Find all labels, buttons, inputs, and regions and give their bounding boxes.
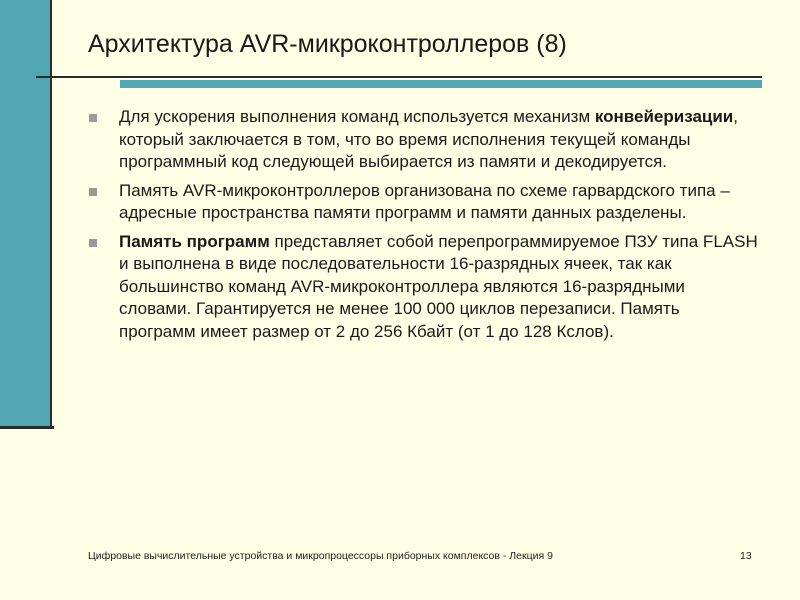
- bullet-item-1: [88, 106, 760, 174]
- square-bullet-icon: [89, 188, 97, 196]
- bullet-item-3: [88, 231, 760, 344]
- left-accent-bar-underline: [0, 426, 54, 429]
- bullet-item-2: [88, 180, 760, 225]
- title-rule-dark: [36, 76, 762, 78]
- bullet-text: Для ускорения выполнения команд используется механизм конвейеризации, который заключается в том, что во время исполнения текущей команды программный код следующей выбирается из памяти и декодируется.: [119, 107, 738, 171]
- square-bullet-icon: [89, 114, 97, 122]
- title-rule-teal: [120, 80, 762, 88]
- slide-footer: Цифровые вычислительные устройства и микропроцессоры приборных комплексов - Лекция 9: [88, 550, 553, 562]
- bullet-text: Память программ представляет собой перепрограммируемое ПЗУ типа FLASH и выполнена в виде последовательности 16-разрядных ячеек, так как большинство команд AVR-микроконтроллера являются 16-разрядными словами. Гарантируется не менее 100 000 циклов перезаписи. Память программ имеет размер от 2 до 256 Кбайт (от 1 до 128 Кслов).: [119, 231, 758, 341]
- page-number: 13: [740, 550, 752, 562]
- bullet-list: [88, 106, 760, 349]
- bullet-text: Память AVR-микроконтроллеров организована по схеме гарвардского типа – адресные пространства памяти программ и памяти данных разделены.: [119, 180, 730, 222]
- slide-title: Архитектура AVR-микроконтроллеров (8): [88, 30, 567, 58]
- left-accent-bar: [0, 0, 52, 428]
- square-bullet-icon: [89, 239, 97, 247]
